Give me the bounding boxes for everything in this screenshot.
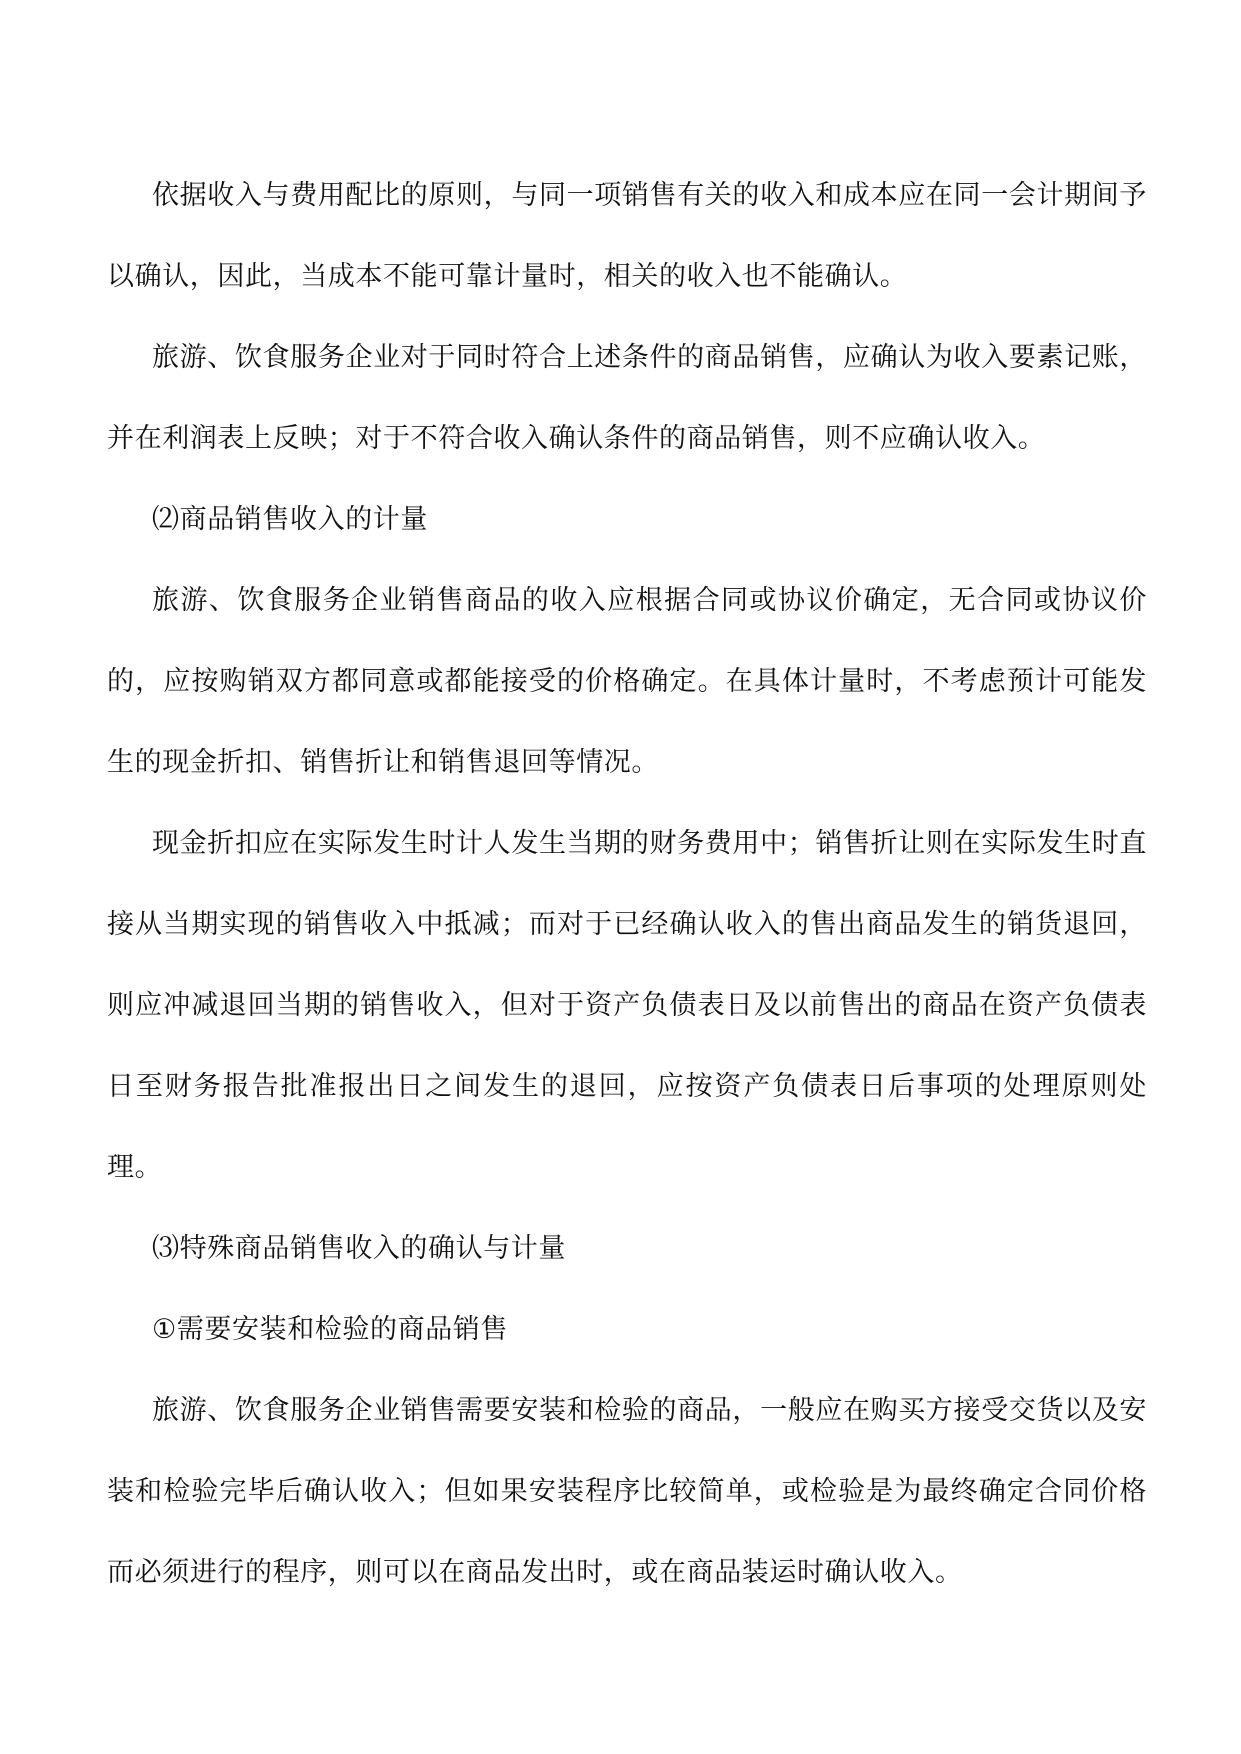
paragraph-matching-principle: 依据收入与费用配比的原则，与同一项销售有关的收入和成本应在同一会计期间予以确认，因此，当成本不能可靠计量时，相关的收入也不能确认。 [107,180,1147,292]
subsection-heading-installation: ①需要安装和检验的商品销售 [152,1314,509,1345]
paragraph-revenue-recognition: 旅游、饮食服务企业对于同时符合上述条件的商品销售，应确认为收入要素记账，并在利润表上反映；对于不符合收入确认条件的商品销售，则不应确认收入。 [107,342,1147,454]
paragraph-installation-inspection: 旅游、饮食服务企业销售需要安装和检验的商品，一般应在购买方接受交货以及安装和检验完毕后确认收入；但如果安装程序比较简单，或检验是为最终确定合同价格而必须进行的程序，则可以在商品发出时，或在商品装运时确认收入。 [107,1395,1147,1588]
paragraph-discounts-returns: 现金折扣应在实际发生时计人发生当期的财务费用中；销售折让则在实际发生时直接从当期实现的销售收入中抵减；而对于已经确认收入的售出商品发生的销货退回，则应冲减退回当期的销售收入，但对于资产负债表日及以前售出的商品在资产负债表日至财务报告批准报出日之间发生的退回，应按资产负债表日后事项的处理原则处理。 [107,828,1147,1183]
paragraph-measurement-basis: 旅游、饮食服务企业销售商品的收入应根据合同或协议价确定，无合同或协议价的，应按购销双方都同意或都能接受的价格确定。在具体计量时，不考虑预计可能发生的现金折扣、销售折让和销售退回等情况。 [107,585,1147,778]
section-heading-special-goods: ⑶特殊商品销售收入的确认与计量 [152,1233,566,1264]
document-body [107,155,1147,1613]
section-heading-measurement: ⑵商品销售收入的计量 [152,504,428,535]
